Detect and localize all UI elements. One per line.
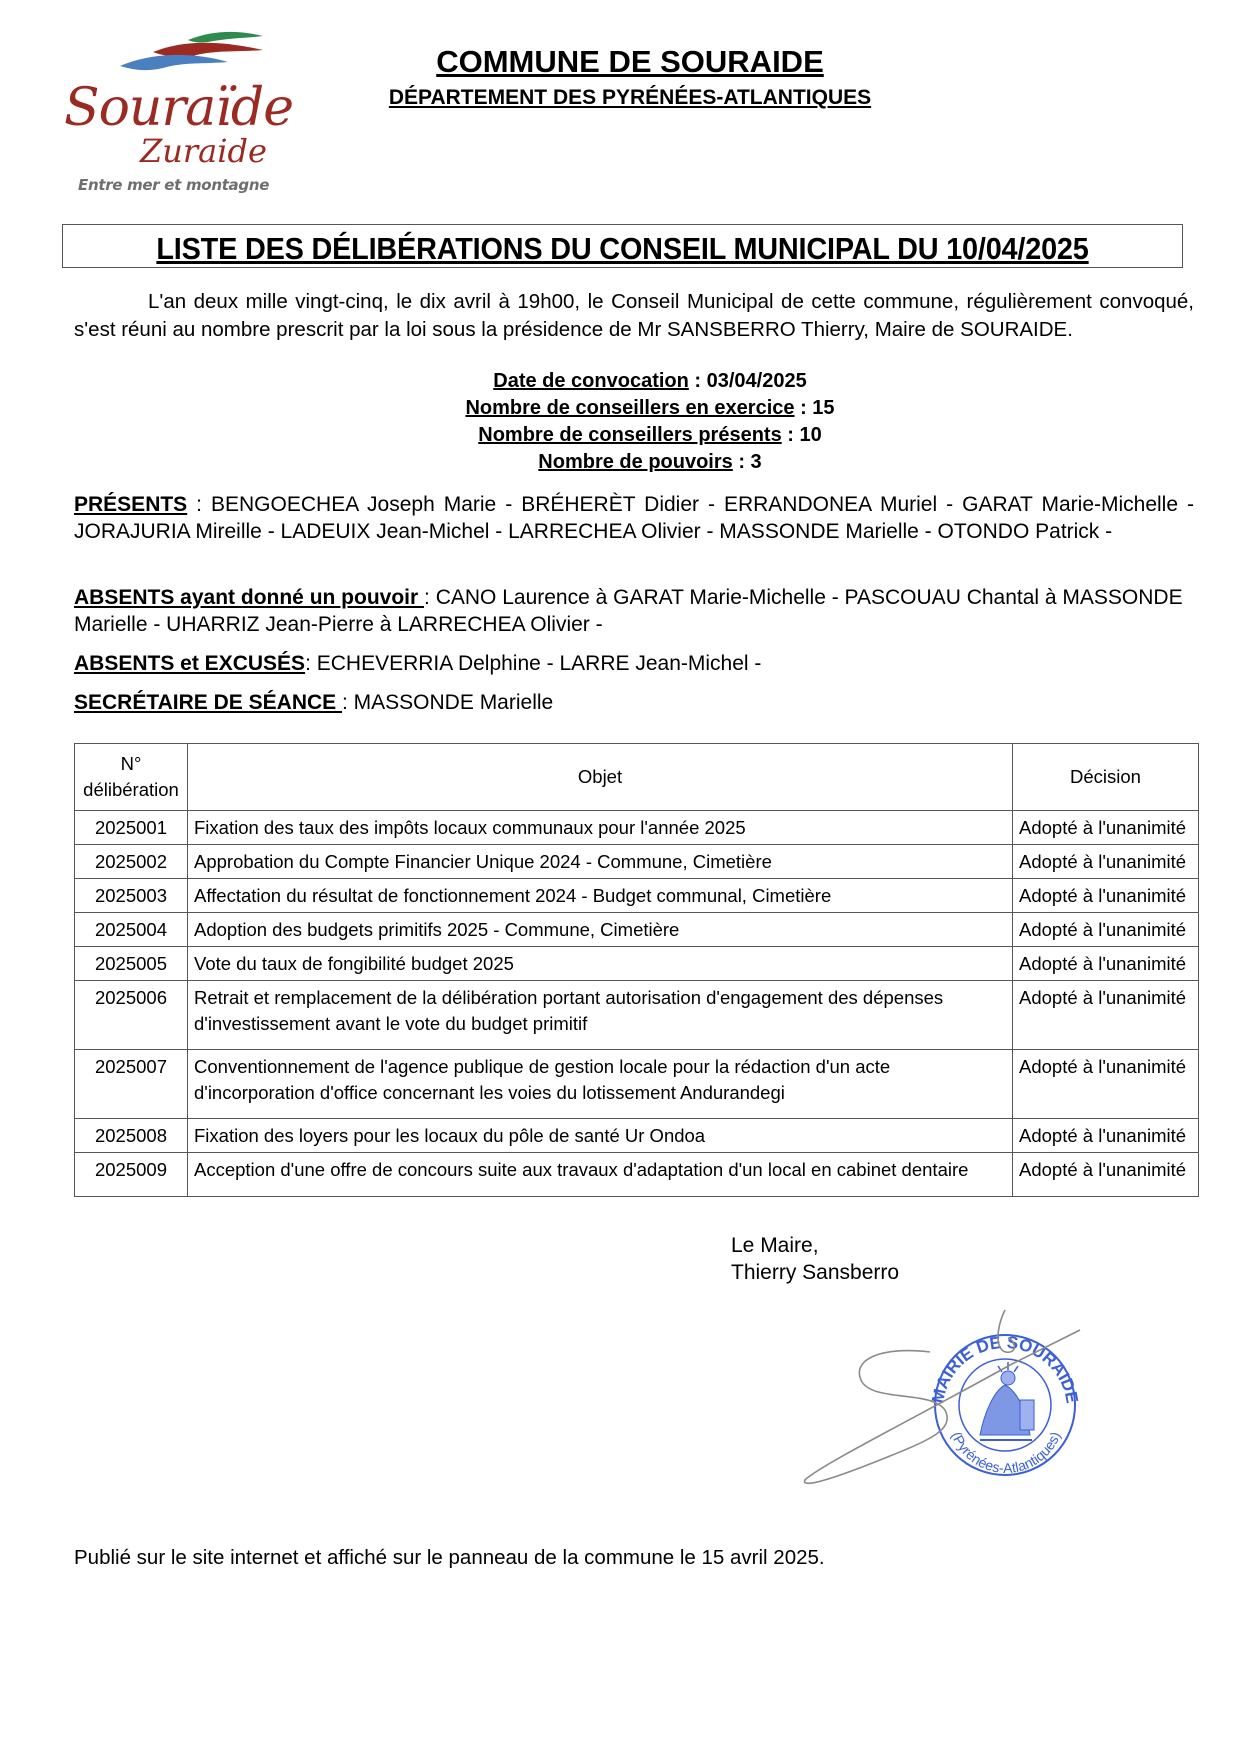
document-title: LISTE DES DÉLIBÉRATIONS DU CONSEIL MUNICIPAL DU 10/04/2025 xyxy=(156,231,1089,266)
deliberation-number: 2025009 xyxy=(75,1153,188,1197)
stat-label: Nombre de pouvoirs xyxy=(538,451,733,473)
svg-text:(Pyrénées-Atlantiques) xyxy=(948,1429,1063,1476)
presents-section xyxy=(74,491,1194,545)
presents-list: : BENGOECHEA Joseph Marie - BRÉHERÈT Didier - ERRANDONEA Muriel - GARAT Marie-Michelle - JORAJURIA Mireille - LADEUIX Jean-Michel - LARRECHEA Olivier - MASSONDE Marielle - OTONDO Patrick - xyxy=(74,493,1194,543)
mayor-name: Thierry Sansberro xyxy=(731,1261,900,1284)
deliberation-object: Fixation des loyers pour les locaux du pôle de santé Ur Ondoa xyxy=(188,1119,1013,1153)
secretary-section xyxy=(74,689,1194,716)
stat-value: : 10 xyxy=(781,424,822,446)
signature-and-stamp xyxy=(780,1290,1100,1510)
publication-note: Publié sur le site internet et affiché sur le panneau de la commune le 15 avril 2025. xyxy=(74,1546,825,1569)
deliberation-object: Acception d'une offre de concours suite aux travaux d'adaptation d'un local en cabinet dentaire xyxy=(188,1153,1013,1197)
stat-label: Nombre de conseillers présents xyxy=(478,424,782,446)
deliberation-number: 2025003 xyxy=(75,879,188,913)
stamp-bottom-text: (Pyrénées-Atlantiques) xyxy=(948,1429,1064,1477)
stat-label: Date de convocation xyxy=(493,370,689,392)
absents-with-proxy-list: : CANO Laurence à GARAT Marie-Michelle - PASCOUAU Chantal à MASSONDE Marielle - UHARRIZ Jean-Pierre à LARRECHEA Olivier - xyxy=(74,586,1183,636)
table-row xyxy=(75,981,1199,1050)
official-stamp-icon xyxy=(928,1333,1081,1476)
logo-basque-name: Zuraide xyxy=(140,132,267,170)
deliberations-table xyxy=(74,743,1199,1197)
deliberation-object: Conventionnement de l'agence publique de gestion locale pour la rédaction d'un acte d'incorporation d'office concernant les voies du lotissement Andurandegi xyxy=(188,1050,1013,1119)
stat-councillors-in-office xyxy=(380,395,920,422)
meeting-stats xyxy=(380,368,920,476)
mayor-signature-block xyxy=(731,1232,899,1286)
header-decision: Décision xyxy=(1013,744,1199,811)
stat-value: : 15 xyxy=(794,397,835,419)
logo-name: Souraïde xyxy=(64,78,293,138)
deliberation-object: Affectation du résultat de fonctionnement 2024 - Budget communal, Cimetière xyxy=(188,879,1013,913)
intro-text: L'an deux mille vingt-cinq, le dix avril à 19h00, le Conseil Municipal de cette commune, régulièrement convoqué, s'est réuni au nombre prescrit par la loi sous la présidence de Mr SANSBERRO Thierry, Maire de SOURAIDE. xyxy=(74,290,1194,341)
stat-label: Nombre de conseillers en exercice xyxy=(465,397,795,419)
header-number xyxy=(75,744,188,811)
header-number-line2: délibération xyxy=(83,779,179,800)
commune-title: COMMUNE DE SOURAIDE xyxy=(436,44,824,79)
logo-tagline: Entre mer et montagne xyxy=(78,176,270,194)
table-row xyxy=(75,879,1199,913)
secretary-label: SECRÉTAIRE DE SÉANCE xyxy=(74,691,342,714)
stamp-top-text: MAIRIE DE SOURAIDE xyxy=(928,1332,1082,1405)
presents-label: PRÉSENTS xyxy=(74,493,188,516)
absents-with-proxy-label: ABSENTS ayant donné un pouvoir xyxy=(74,586,425,609)
deliberation-number: 2025008 xyxy=(75,1119,188,1153)
deliberation-number: 2025002 xyxy=(75,845,188,879)
absents-with-proxy-section xyxy=(74,584,1194,638)
absents-excused-list: : ECHEVERRIA Delphine - LARRE Jean-Michel - xyxy=(305,652,762,675)
deliberation-decision: Adopté à l'unanimité xyxy=(1013,845,1199,879)
deliberation-object: Approbation du Compte Financier Unique 2024 - Commune, Cimetière xyxy=(188,845,1013,879)
stat-proxies xyxy=(380,449,920,476)
secretary-name: : MASSONDE Marielle xyxy=(342,691,554,714)
absents-excused-section xyxy=(74,650,1194,677)
table-header-row xyxy=(75,744,1199,811)
deliberation-number: 2025007 xyxy=(75,1050,188,1119)
deliberation-number: 2025005 xyxy=(75,947,188,981)
deliberation-number: 2025004 xyxy=(75,913,188,947)
table-row xyxy=(75,947,1199,981)
mayor-title: Le Maire, xyxy=(731,1234,819,1257)
deliberation-decision: Adopté à l'unanimité xyxy=(1013,811,1199,845)
header-object: Objet xyxy=(188,744,1013,811)
deliberation-decision: Adopté à l'unanimité xyxy=(1013,947,1199,981)
deliberation-decision: Adopté à l'unanimité xyxy=(1013,981,1199,1050)
deliberation-decision: Adopté à l'unanimité xyxy=(1013,1153,1199,1197)
department-subtitle: DÉPARTEMENT DES PYRÉNÉES-ATLANTIQUES xyxy=(388,86,872,109)
table-row xyxy=(75,845,1199,879)
table-row xyxy=(75,1153,1199,1197)
deliberation-number: 2025001 xyxy=(75,811,188,845)
commune-logo xyxy=(58,26,298,198)
waves-logo-icon xyxy=(98,26,298,86)
absents-excused-label: ABSENTS et EXCUSÉS xyxy=(74,652,306,675)
header-number-line1: N° xyxy=(120,753,142,774)
deliberation-decision: Adopté à l'unanimité xyxy=(1013,1050,1199,1119)
table-row xyxy=(75,811,1199,845)
deliberation-decision: Adopté à l'unanimité xyxy=(1013,879,1199,913)
stat-value: : 03/04/2025 xyxy=(688,370,807,392)
stat-convocation-date xyxy=(380,368,920,395)
deliberation-object: Adoption des budgets primitifs 2025 - Commune, Cimetière xyxy=(188,913,1013,947)
table-row xyxy=(75,913,1199,947)
deliberation-decision: Adopté à l'unanimité xyxy=(1013,913,1199,947)
stat-councillors-present xyxy=(380,422,920,449)
intro-paragraph xyxy=(74,288,1194,343)
deliberation-object: Vote du taux de fongibilité budget 2025 xyxy=(188,947,1013,981)
stat-value: : 3 xyxy=(732,451,762,473)
deliberation-object: Fixation des taux des impôts locaux communaux pour l'année 2025 xyxy=(188,811,1013,845)
deliberation-number: 2025006 xyxy=(75,981,188,1050)
table-row xyxy=(75,1119,1199,1153)
table-row xyxy=(75,1050,1199,1119)
deliberation-object: Retrait et remplacement de la délibération portant autorisation d'engagement des dépenses d'investissement avant le vote du budget primitif xyxy=(188,981,1013,1050)
deliberation-decision: Adopté à l'unanimité xyxy=(1013,1119,1199,1153)
